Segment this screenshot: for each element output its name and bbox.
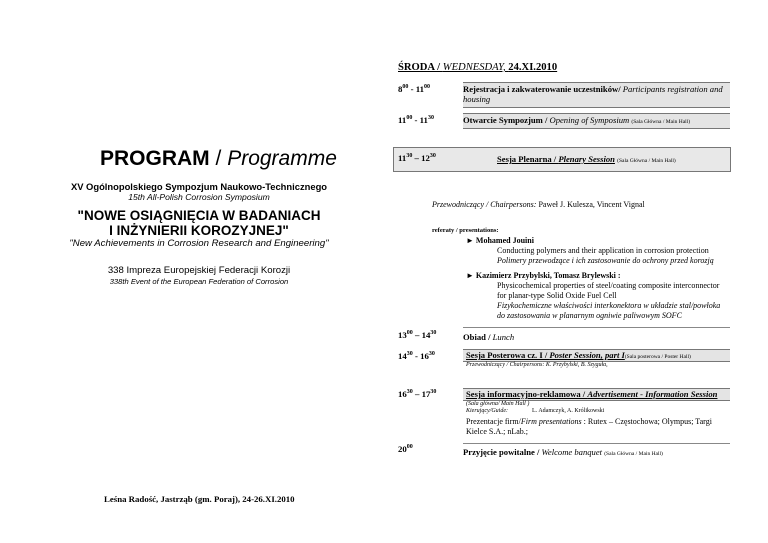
time-slot-2: $11^{00} - 11^{30}$ — [398, 115, 434, 125]
poster-session-chairs: Przewodniczący / Chairpersons: K. Przybylski, B. Szyguła, — [466, 362, 608, 368]
presentation-2-title-en: Physicochemical properties of steel/coating composite interconnector for planar-type Solid Oxide Fuel Cell — [497, 281, 720, 300]
presentation-1-title-pl: Polimery przewodzące i ich zastosowanie do ochrony przed korozją — [497, 256, 714, 265]
time-slot-6: $16^{30} - 17^{30}$ — [398, 389, 437, 399]
firm-presentations: Prezentacje firm/Firm presentations : Rutex – Częstochowa; Olympus; Targi Kielce S.A.; nLab.; — [466, 417, 712, 436]
time-slot-4: $13^{00} - 14^{30}$ — [398, 330, 437, 340]
day-heading: ŚRODA / WEDNESDAY, 24.XI.2010 — [398, 62, 558, 73]
event-plenary: Sesja Plenarna / Plenary Session (Sala Główna / Main Hall) — [497, 154, 676, 164]
time-slot-7: $20^{00}$ — [398, 444, 413, 454]
efc-event: 338 Impreza Europejskiej Federacji Korozji — [107, 265, 291, 276]
event-lunch: Obiad / Lunch — [463, 327, 730, 342]
presentation-1-title-en: Conducting polymers and their application in corrosion protection — [497, 246, 709, 255]
symposium-name: XV Ogólnopolskiego Sympozjum Naukowo-Technicznego — [70, 181, 328, 192]
symposium-theme-en: "New Achievements in Corrosion Research and Engineering" — [69, 238, 329, 249]
presenter-1: ► Mohamed Jouini — [466, 236, 534, 245]
time-slot-3: $11^{30} - 12^{30}$ — [398, 153, 436, 163]
symposium-name-en: 15th All-Polish Corrosion Symposium — [128, 192, 270, 202]
symposium-theme: "NOWE OSIĄGNIĘCIA W BADANIACH I INŻYNIERII KOROZYJNEJ" — [77, 208, 321, 238]
presenter-2: ► Kazimierz Przybylski, Tomasz Brylewski : — [466, 271, 621, 280]
plenary-chairs: Przewodniczący / Chairpersons: Paweł J. Kulesza, Vincent Vignal — [432, 200, 645, 209]
info-session-guides: L. Adamczyk, A. Królikowski — [532, 408, 605, 414]
event-opening: Otwarcie Sympozjum / Opening of Symposium (Sala Główna / Main Hall) — [463, 113, 730, 129]
event-info-session: Sesja informacyjno-reklamowa / Advertisement - Information Session — [466, 389, 718, 399]
time-slot-1: $8^{00} - 11^{00}$ — [398, 84, 431, 94]
event-poster-session: Sesja Posterowa cz. I / Poster Session, part I(Sala posterowa / Poster Hall) — [466, 350, 691, 360]
event-welcome-banquet: Przyjęcie powitalne / Welcome banquet (Sala Główna / Main Hall) — [463, 443, 730, 459]
info-session-guide-label: Kierujący/Guide: — [466, 408, 508, 414]
program-title: PROGRAM / Programme — [100, 147, 337, 170]
event-registration: Rejestracja i zakwaterowanie uczestników/ Participants registration and housing — [463, 82, 730, 108]
efc-event-en: 338th Event of the European Federation of Corrosion — [109, 277, 289, 286]
presentations-label: referaty / presentations: — [432, 227, 499, 234]
info-session-room: (Sala główna/ Main Hall ) — [466, 401, 530, 407]
presentation-2-title-pl: Fizykochemiczne właściwości interkonektora w układzie stal/powłoka do zastosowania w planarnym ogniwie paliwowym SOFC — [497, 301, 721, 320]
time-slot-5: $14^{30} - 16^{30}$ — [398, 351, 435, 361]
venue-footer: Leśna Radość, Jastrząb (gm. Poraj), 24-26.XI.2010 — [104, 494, 295, 504]
